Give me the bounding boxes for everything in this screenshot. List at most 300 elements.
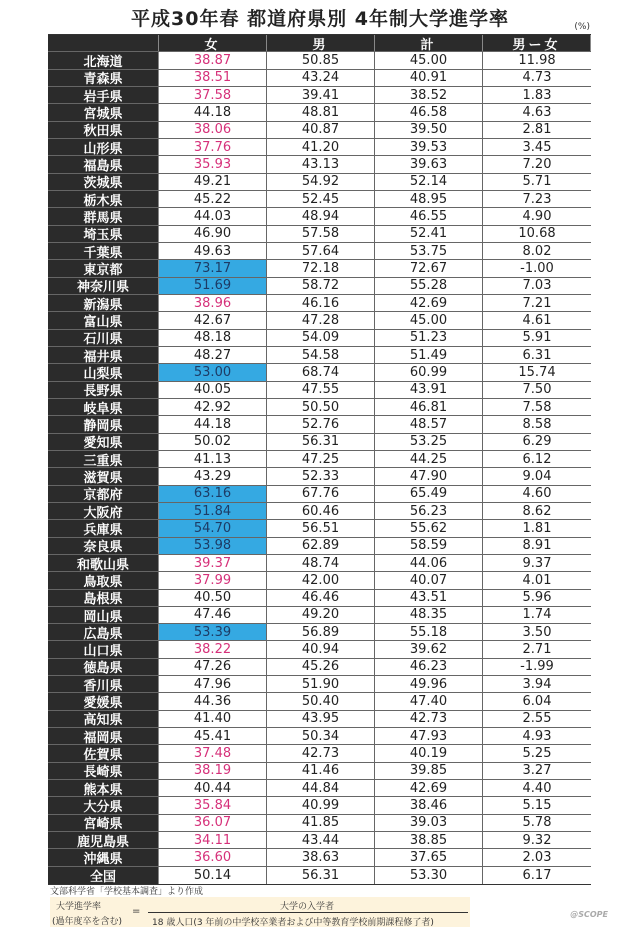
difference-cell: 4.93 [522, 728, 552, 744]
female-rate-cell: 50.02 [159, 434, 267, 450]
female-rate-cell: 44.03 [159, 208, 267, 224]
female-rate-cell: 38.19 [159, 763, 267, 779]
total-rate-cell: 47.93 [375, 728, 483, 744]
female-rate-cell: 44.18 [159, 416, 267, 432]
prefecture-name-cell: 山形県 [48, 139, 159, 155]
difference-cell: 6.31 [522, 347, 552, 363]
table-row [48, 763, 591, 780]
male-rate-cell: 43.44 [267, 832, 375, 848]
table-row [48, 520, 591, 537]
male-rate-cell: 39.41 [267, 87, 375, 103]
female-rate-cell: 49.21 [159, 174, 267, 190]
male-rate-cell: 43.24 [267, 70, 375, 86]
male-rate-cell: 54.09 [267, 330, 375, 346]
male-rate-cell: 54.58 [267, 347, 375, 363]
difference-cell: 3.45 [522, 139, 552, 155]
difference-cell: 7.50 [522, 382, 552, 398]
total-rate-cell: 60.99 [375, 364, 483, 380]
total-rate-cell: 43.91 [375, 382, 483, 398]
female-rate-cell: 34.11 [159, 832, 267, 848]
total-rate-cell: 55.18 [375, 624, 483, 640]
table-row [48, 260, 591, 277]
prefecture-name-cell: 和歌山県 [48, 555, 159, 571]
prefecture-name-cell: 京都府 [48, 486, 159, 502]
total-rate-cell: 40.91 [375, 70, 483, 86]
difference-cell: 1.83 [522, 87, 552, 103]
header-female: 女 [159, 35, 267, 51]
difference-cell: 7.58 [522, 399, 552, 415]
male-rate-cell: 57.58 [267, 226, 375, 242]
prefecture-name-cell: 福岡県 [48, 728, 159, 744]
difference-cell: 4.60 [522, 486, 552, 502]
female-rate-cell: 35.84 [159, 797, 267, 813]
table-row [48, 330, 591, 347]
header-total: 計 [375, 35, 483, 51]
prefecture-name-cell: 愛知県 [48, 434, 159, 450]
total-rate-cell: 46.81 [375, 399, 483, 415]
difference-cell: 15.74 [518, 364, 556, 380]
difference-cell: 8.91 [522, 538, 552, 554]
female-rate-cell: 41.13 [159, 451, 267, 467]
prefecture-name-cell: 岩手県 [48, 87, 159, 103]
table-row [48, 243, 591, 260]
male-rate-cell: 51.90 [267, 676, 375, 692]
female-rate-cell: 44.18 [159, 104, 267, 120]
male-rate-cell: 67.76 [267, 486, 375, 502]
male-rate-cell: 42.73 [267, 745, 375, 761]
table-row [48, 797, 591, 814]
female-rate-cell: 42.67 [159, 312, 267, 328]
formula-equals: = [132, 906, 141, 917]
male-rate-cell: 48.94 [267, 208, 375, 224]
male-rate-cell: 40.94 [267, 641, 375, 657]
difference-cell: 2.81 [522, 122, 552, 138]
table-row [48, 122, 591, 139]
female-rate-cell: 35.93 [159, 156, 267, 172]
difference-cell: 3.50 [522, 624, 552, 640]
table-row [48, 486, 591, 503]
female-rate-cell: 37.58 [159, 87, 267, 103]
female-rate-cell: 40.50 [159, 590, 267, 606]
difference-cell: 3.94 [522, 676, 552, 692]
male-rate-cell: 68.74 [267, 364, 375, 380]
formula-box [50, 897, 470, 927]
total-rate-cell: 65.49 [375, 486, 483, 502]
female-rate-cell: 54.70 [159, 520, 267, 536]
difference-cell: 2.03 [522, 850, 552, 866]
difference-cell: 4.61 [522, 312, 552, 328]
difference-cell: 6.29 [522, 434, 552, 450]
table-row [48, 867, 591, 884]
female-rate-cell: 36.60 [159, 849, 267, 865]
table-row [48, 174, 591, 191]
total-rate-cell: 46.55 [375, 208, 483, 224]
table-row [48, 70, 591, 87]
male-rate-cell: 46.46 [267, 590, 375, 606]
total-rate-cell: 40.07 [375, 572, 483, 588]
total-rate-cell: 45.00 [375, 312, 483, 328]
header-prefecture [48, 35, 159, 51]
table-row [48, 468, 591, 485]
male-rate-cell: 43.95 [267, 711, 375, 727]
difference-cell: 9.37 [522, 555, 552, 571]
total-rate-cell: 39.50 [375, 122, 483, 138]
prefecture-name-cell: 鹿児島県 [48, 832, 159, 848]
difference-cell: 9.32 [522, 832, 552, 848]
female-rate-cell: 37.99 [159, 572, 267, 588]
prefecture-name-cell: 富山県 [48, 312, 159, 328]
difference-cell: 4.90 [522, 208, 552, 224]
total-rate-cell: 43.51 [375, 590, 483, 606]
prefecture-name-cell: 神奈川県 [48, 278, 159, 294]
difference-cell: 5.78 [522, 815, 552, 831]
total-rate-cell: 46.58 [375, 104, 483, 120]
prefecture-name-cell: 北海道 [48, 52, 159, 68]
prefecture-name-cell: 埼玉県 [48, 226, 159, 242]
difference-cell: 6.12 [522, 451, 552, 467]
prefecture-name-cell: 長野県 [48, 382, 159, 398]
male-rate-cell: 47.28 [267, 312, 375, 328]
female-rate-cell: 36.07 [159, 815, 267, 831]
male-rate-cell: 60.46 [267, 503, 375, 519]
difference-cell: 5.71 [522, 174, 552, 190]
total-rate-cell: 42.73 [375, 711, 483, 727]
table-row [48, 278, 591, 295]
difference-cell: 4.01 [522, 572, 552, 588]
prefecture-name-cell: 群馬県 [48, 208, 159, 224]
table-row [48, 849, 591, 866]
prefecture-name-cell: 青森県 [48, 70, 159, 86]
prefecture-name-cell: 島根県 [48, 590, 159, 606]
logo: @SCOPE [570, 910, 608, 919]
total-rate-cell: 47.90 [375, 468, 483, 484]
table-row [48, 295, 591, 312]
male-rate-cell: 40.87 [267, 122, 375, 138]
table-row [48, 364, 591, 381]
difference-cell: 10.68 [518, 226, 556, 242]
total-rate-cell: 53.30 [375, 867, 483, 884]
female-rate-cell: 38.96 [159, 295, 267, 311]
female-rate-cell: 73.17 [159, 260, 267, 276]
total-rate-cell: 39.62 [375, 641, 483, 657]
male-rate-cell: 45.26 [267, 659, 375, 675]
table-row [48, 693, 591, 710]
difference-cell: 7.23 [522, 191, 552, 207]
table-row [48, 711, 591, 728]
header-male: 男 [267, 35, 375, 51]
formula-fraction-line [148, 912, 468, 913]
table-row [48, 399, 591, 416]
formula-denominator: 18 歳人口(3 年前の中学校卒業者および中等教育学校前期課程修了者) [152, 918, 434, 928]
male-rate-cell: 54.92 [267, 174, 375, 190]
unit-label: (%) [574, 22, 590, 32]
difference-cell: 4.63 [522, 104, 552, 120]
prefecture-name-cell: 石川県 [48, 330, 159, 346]
table-row [48, 503, 591, 520]
male-rate-cell: 48.81 [267, 104, 375, 120]
table-row [48, 312, 591, 329]
male-rate-cell: 41.85 [267, 815, 375, 831]
total-rate-cell: 48.57 [375, 416, 483, 432]
female-rate-cell: 44.36 [159, 693, 267, 709]
female-rate-cell: 48.18 [159, 330, 267, 346]
difference-cell: 6.17 [522, 867, 552, 883]
female-rate-cell: 50.14 [159, 867, 267, 884]
table-body [48, 52, 591, 884]
total-rate-cell: 42.69 [375, 780, 483, 796]
female-rate-cell: 46.90 [159, 226, 267, 242]
prefecture-name-cell: 香川県 [48, 676, 159, 692]
female-rate-cell: 38.51 [159, 70, 267, 86]
total-rate-cell: 39.63 [375, 156, 483, 172]
total-rate-cell: 39.85 [375, 763, 483, 779]
prefecture-name-cell: 広島県 [48, 624, 159, 640]
prefecture-name-cell: 長崎県 [48, 763, 159, 779]
source-note: 文部科学省「学校基本調査」より作成 [50, 887, 204, 897]
table-row [48, 416, 591, 433]
female-rate-cell: 43.29 [159, 468, 267, 484]
total-rate-cell: 55.62 [375, 520, 483, 536]
prefecture-name-cell: 福島県 [48, 156, 159, 172]
prefecture-name-cell: 奈良県 [48, 538, 159, 554]
table-row [48, 434, 591, 451]
male-rate-cell: 50.50 [267, 399, 375, 415]
total-rate-cell: 55.28 [375, 278, 483, 294]
table-row [48, 347, 591, 364]
data-table [48, 34, 591, 885]
male-rate-cell: 50.34 [267, 728, 375, 744]
male-rate-cell: 38.63 [267, 849, 375, 865]
difference-cell: 1.74 [522, 607, 552, 623]
table-row [48, 728, 591, 745]
male-rate-cell: 47.55 [267, 382, 375, 398]
prefecture-name-cell: 千葉県 [48, 243, 159, 259]
female-rate-cell: 38.87 [159, 52, 267, 68]
female-rate-cell: 45.41 [159, 728, 267, 744]
table-row [48, 104, 591, 121]
table-row [48, 451, 591, 468]
prefecture-name-cell: 秋田県 [48, 122, 159, 138]
prefecture-name-cell: 徳島県 [48, 659, 159, 675]
female-rate-cell: 51.84 [159, 503, 267, 519]
table-row [48, 624, 591, 641]
prefecture-name-cell: 大分県 [48, 797, 159, 813]
total-rate-cell: 58.59 [375, 538, 483, 554]
table-row [48, 590, 591, 607]
total-rate-cell: 52.14 [375, 174, 483, 190]
prefecture-name-cell: 鳥取県 [48, 572, 159, 588]
table-row [48, 382, 591, 399]
prefecture-name-cell: 宮城県 [48, 104, 159, 120]
difference-cell: 6.04 [522, 694, 552, 710]
difference-cell: 2.71 [522, 642, 552, 658]
female-rate-cell: 38.22 [159, 641, 267, 657]
female-rate-cell: 47.96 [159, 676, 267, 692]
total-rate-cell: 53.75 [375, 243, 483, 259]
difference-cell: -1.99 [520, 659, 554, 675]
male-rate-cell: 47.25 [267, 451, 375, 467]
total-rate-cell: 45.00 [375, 52, 483, 68]
table-row [48, 52, 591, 69]
prefecture-name-cell: 山梨県 [48, 364, 159, 380]
total-rate-cell: 39.03 [375, 815, 483, 831]
total-rate-cell: 42.69 [375, 295, 483, 311]
prefecture-name-cell: 高知県 [48, 711, 159, 727]
page-title: 平成30年春 都道府県別 4年制大学進学率 [131, 8, 509, 30]
difference-cell: 5.91 [522, 330, 552, 346]
table-row [48, 572, 591, 589]
difference-cell: 5.25 [522, 746, 552, 762]
female-rate-cell: 40.44 [159, 780, 267, 796]
total-rate-cell: 53.25 [375, 434, 483, 450]
female-rate-cell: 45.22 [159, 191, 267, 207]
female-rate-cell: 63.16 [159, 486, 267, 502]
table-row [48, 191, 591, 208]
female-rate-cell: 37.76 [159, 139, 267, 155]
prefecture-name-cell: 大阪府 [48, 503, 159, 519]
female-rate-cell: 42.92 [159, 399, 267, 415]
total-rate-cell: 52.41 [375, 226, 483, 242]
total-rate-cell: 51.23 [375, 330, 483, 346]
female-rate-cell: 53.39 [159, 624, 267, 640]
prefecture-name-cell: 山口県 [48, 641, 159, 657]
total-rate-cell: 48.95 [375, 191, 483, 207]
male-rate-cell: 52.45 [267, 191, 375, 207]
prefecture-name-cell: 静岡県 [48, 416, 159, 432]
difference-cell: 8.58 [522, 416, 552, 432]
total-rate-cell: 72.67 [375, 260, 483, 276]
difference-cell: 8.02 [522, 243, 552, 259]
difference-cell: 5.15 [522, 798, 552, 814]
table-row [48, 832, 591, 849]
male-rate-cell: 40.99 [267, 797, 375, 813]
total-rate-cell: 56.23 [375, 503, 483, 519]
total-rate-cell: 47.40 [375, 693, 483, 709]
prefecture-name-cell: 沖縄県 [48, 849, 159, 865]
table-row [48, 87, 591, 104]
prefecture-name-cell: 新潟県 [48, 295, 159, 311]
difference-cell: 8.62 [522, 503, 552, 519]
prefecture-name-cell: 宮崎県 [48, 815, 159, 831]
female-rate-cell: 51.69 [159, 278, 267, 294]
difference-cell: 4.73 [522, 70, 552, 86]
total-rate-cell: 51.49 [375, 347, 483, 363]
female-rate-cell: 39.37 [159, 555, 267, 571]
prefecture-name-cell: 東京都 [48, 260, 159, 276]
prefecture-name-cell: 全国 [48, 867, 159, 884]
prefecture-name-cell: 茨城県 [48, 174, 159, 190]
female-rate-cell: 37.48 [159, 745, 267, 761]
total-rate-cell: 44.06 [375, 555, 483, 571]
table-row [48, 538, 591, 555]
male-rate-cell: 50.85 [267, 52, 375, 68]
prefecture-name-cell: 佐賀県 [48, 745, 159, 761]
male-rate-cell: 56.31 [267, 867, 375, 884]
table-row [48, 676, 591, 693]
formula-label: 大学進学率 [56, 902, 102, 912]
male-rate-cell: 44.84 [267, 780, 375, 796]
male-rate-cell: 46.16 [267, 295, 375, 311]
female-rate-cell: 49.63 [159, 243, 267, 259]
male-rate-cell: 62.89 [267, 538, 375, 554]
total-rate-cell: 39.53 [375, 139, 483, 155]
difference-cell: 9.04 [522, 468, 552, 484]
total-rate-cell: 48.35 [375, 607, 483, 623]
difference-cell: 5.96 [522, 590, 552, 606]
female-rate-cell: 47.46 [159, 607, 267, 623]
table-row [48, 156, 591, 173]
prefecture-name-cell: 岐阜県 [48, 399, 159, 415]
difference-cell: 7.03 [522, 278, 552, 294]
formula-numerator: 大学の入学者 [280, 902, 335, 912]
table-row [48, 659, 591, 676]
total-rate-cell: 38.52 [375, 87, 483, 103]
female-rate-cell: 47.26 [159, 659, 267, 675]
female-rate-cell: 53.98 [159, 538, 267, 554]
male-rate-cell: 49.20 [267, 607, 375, 623]
table-row [48, 745, 591, 762]
female-rate-cell: 53.00 [159, 364, 267, 380]
male-rate-cell: 56.89 [267, 624, 375, 640]
male-rate-cell: 42.00 [267, 572, 375, 588]
difference-cell: 11.98 [518, 52, 556, 68]
male-rate-cell: 56.51 [267, 520, 375, 536]
table-row [48, 226, 591, 243]
prefecture-name-cell: 兵庫県 [48, 520, 159, 536]
male-rate-cell: 58.72 [267, 278, 375, 294]
male-rate-cell: 57.64 [267, 243, 375, 259]
difference-cell: 1.81 [522, 520, 552, 536]
difference-cell: 4.40 [522, 780, 552, 796]
difference-cell: 7.20 [522, 156, 552, 172]
prefecture-name-cell: 熊本県 [48, 780, 159, 796]
total-rate-cell: 49.96 [375, 676, 483, 692]
prefecture-name-cell: 福井県 [48, 347, 159, 363]
table-row [48, 641, 591, 658]
male-rate-cell: 50.40 [267, 693, 375, 709]
formula-sublabel: (過年度卒を含む) [52, 917, 123, 927]
difference-cell: -1.00 [520, 260, 554, 276]
header-difference: 男ー女 [483, 35, 591, 51]
male-rate-cell: 41.20 [267, 139, 375, 155]
male-rate-cell: 48.74 [267, 555, 375, 571]
female-rate-cell: 41.40 [159, 711, 267, 727]
male-rate-cell: 72.18 [267, 260, 375, 276]
difference-cell: 7.21 [522, 295, 552, 311]
prefecture-name-cell: 栃木県 [48, 191, 159, 207]
male-rate-cell: 52.33 [267, 468, 375, 484]
prefecture-name-cell: 岡山県 [48, 607, 159, 623]
table-row [48, 555, 591, 572]
difference-cell: 3.27 [522, 763, 552, 779]
total-rate-cell: 38.46 [375, 797, 483, 813]
total-rate-cell: 46.23 [375, 659, 483, 675]
male-rate-cell: 43.13 [267, 156, 375, 172]
female-rate-cell: 48.27 [159, 347, 267, 363]
difference-cell: 2.55 [522, 711, 552, 727]
male-rate-cell: 41.46 [267, 763, 375, 779]
table-row [48, 139, 591, 156]
table-row [48, 208, 591, 225]
table-header-row [48, 35, 591, 52]
total-rate-cell: 44.25 [375, 451, 483, 467]
total-rate-cell: 38.85 [375, 832, 483, 848]
prefecture-name-cell: 三重県 [48, 451, 159, 467]
table-row [48, 607, 591, 624]
female-rate-cell: 40.05 [159, 382, 267, 398]
table-row [48, 780, 591, 797]
total-rate-cell: 37.65 [375, 849, 483, 865]
